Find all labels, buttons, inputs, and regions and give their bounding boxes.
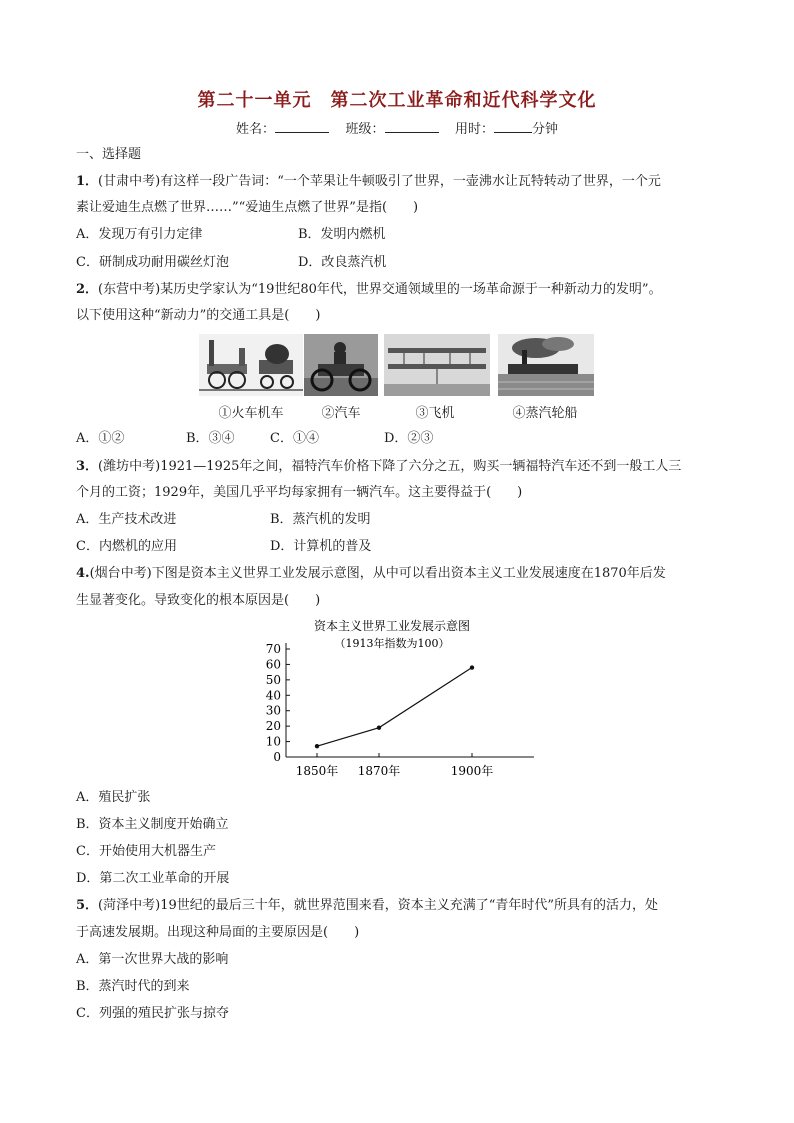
question-2-option-a[interactable]: A．①② [76, 431, 125, 446]
locomotive-photo [199, 334, 303, 396]
chart-title: 资本主义世界工业发展示意图 [313, 619, 471, 633]
car-photo [304, 334, 378, 396]
steamship-photo [498, 334, 594, 396]
y-tick-label: 50 [265, 672, 281, 687]
y-tick-label: 30 [265, 703, 281, 718]
question-3-text-1: (潍坊中考)1921—1925年之间，福特汽车价格下降了六分之五，购买一辆福特汽车还不到一般工人三 [98, 459, 682, 474]
question-4-text-2: 生显著变化。导致变化的根本原因是( ) [76, 593, 321, 608]
question-5-number: 5． [76, 898, 99, 913]
time-label: 用时： [455, 122, 495, 137]
question-5-option-c[interactable]: C．列强的殖民扩张与掠夺 [76, 1006, 229, 1021]
question-1-option-d[interactable]: D．改良蒸汽机 [298, 255, 387, 270]
question-3-number: 3． [76, 459, 99, 474]
question-2-number: 2． [76, 282, 99, 297]
data-point [470, 665, 474, 669]
question-4-option-d[interactable]: D．第二次工业革命的开展 [76, 871, 230, 886]
question-2-text-2: 以下使用这种“新动力”的交通工具是( ) [76, 308, 321, 323]
question-2-option-b[interactable]: B．③④ [186, 431, 235, 446]
question-1-text-2: 素让爱迪生点燃了世界……”“爱迪生点燃了世界”是指( ) [76, 200, 419, 215]
question-5-option-b[interactable]: B．蒸汽时代的到来 [76, 979, 190, 994]
question-4-number: 4. [76, 566, 90, 581]
airplane-photo [384, 334, 490, 396]
question-5-line-1 [76, 897, 658, 915]
x-tick-label: 1850年 [295, 764, 339, 778]
question-1-option-b[interactable]: B．发明内燃机 [298, 227, 386, 242]
question-1-option-a[interactable]: A．发现万有引力定律 [76, 227, 203, 242]
class-label: 班级： [345, 122, 385, 137]
question-3-line-1 [76, 458, 681, 476]
question-4-option-a[interactable]: A．殖民扩张 [76, 790, 151, 805]
x-tick-label: 1870年 [357, 764, 401, 778]
x-tick-label: 1900年 [450, 764, 494, 778]
question-3-option-d[interactable]: D．计算机的普及 [270, 539, 372, 554]
question-4-option-c[interactable]: C．开始使用大机器生产 [76, 844, 216, 859]
caption-steamship: ④蒸汽轮船 [512, 406, 578, 421]
name-label: 姓名： [235, 122, 275, 137]
chart-points [315, 665, 474, 748]
y-tick-label: 0 [273, 750, 281, 764]
section-heading: 一、选择题 [76, 147, 142, 162]
question-1-option-c[interactable]: C．研制成功耐用碳丝灯泡 [76, 255, 229, 270]
y-tick-label: 60 [265, 657, 281, 672]
question-2-option-c[interactable]: C．①④ [270, 431, 319, 446]
question-1-number: 1． [76, 174, 99, 189]
question-2-text-1: (东营中考)某历史学家认为“19世纪80年代，世界交通领域里的一场革命源于一种新动力的发明”。 [98, 282, 662, 297]
time-unit: 分钟 [532, 122, 559, 137]
caption-locomotive: ①火车机车 [218, 406, 284, 421]
page-title: 第二十一单元 第二次工业革命和近代科学文化 [197, 90, 597, 111]
question-2-option-d[interactable]: D．②③ [384, 431, 434, 446]
chart-axes [286, 643, 534, 757]
caption-airplane: ③飞机 [415, 406, 455, 421]
industry-growth-chart [254, 617, 544, 785]
time-blank[interactable] [494, 118, 532, 133]
caption-car: ②汽车 [321, 406, 361, 421]
question-3-option-c[interactable]: C．内燃机的应用 [76, 539, 177, 554]
question-5-option-a[interactable]: A．第一次世界大战的影响 [76, 952, 229, 967]
y-tick-label: 10 [265, 734, 281, 749]
data-point [315, 744, 319, 748]
question-1-text-1: (甘肃中考)有这样一段广告词：“一个苹果让牛顿吸引了世界，一壶沸水让瓦特转动了世界，一个元 [98, 174, 661, 189]
y-tick-label: 40 [265, 688, 281, 703]
question-5-text-1: (菏泽中考)19世纪的最后三十年，就世界范围来看，资本主义充满了“青年时代”所具有的活力，处 [98, 898, 659, 913]
class-blank[interactable] [385, 118, 439, 133]
question-4-line-1 [76, 565, 666, 583]
y-tick-label: 20 [265, 719, 281, 734]
y-tick-label: 70 [265, 642, 281, 656]
question-2-line-1 [76, 281, 662, 299]
question-1-line-1 [76, 173, 661, 191]
question-3-text-2: 个月的工资；1929年，美国几乎平均每家拥有一辆汽车。这主要得益于( ) [76, 485, 523, 500]
student-info [0, 118, 794, 137]
chart-subtitle: （1913年指数为100） [334, 637, 450, 650]
question-5-text-2: 于高速发展期。出现这种局面的主要原因是( ) [76, 925, 360, 940]
question-4-text-1: (烟台中考)下图是资本主义世界工业发展示意图，从中可以看出资本主义工业发展速度在1870年后发 [89, 566, 666, 581]
question-3-option-b[interactable]: B．蒸汽机的发明 [270, 512, 371, 527]
name-blank[interactable] [275, 118, 329, 133]
data-point [377, 725, 381, 729]
question-4-option-b[interactable]: B．资本主义制度开始确立 [76, 817, 229, 832]
chart-series-line [317, 668, 472, 747]
question-3-option-a[interactable]: A．生产技术改进 [76, 512, 177, 527]
